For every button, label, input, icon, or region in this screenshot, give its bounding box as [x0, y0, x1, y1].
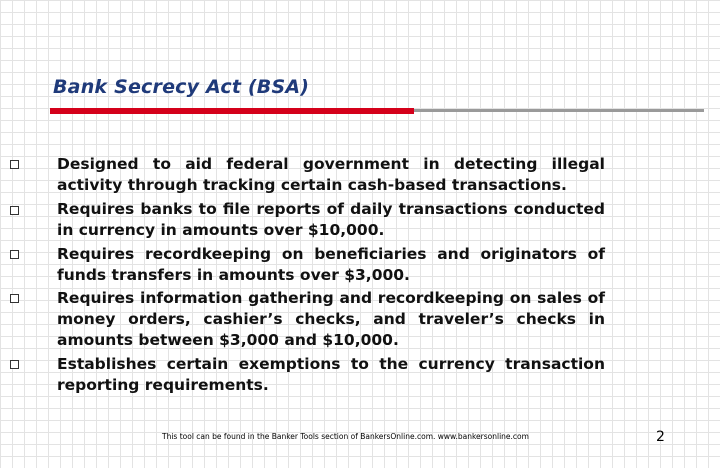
bullet-item: Establishes certain exemptions to the currency transaction reporting requirements.: [57, 355, 605, 394]
title-rule-gray: [414, 109, 704, 112]
page-number: 2: [656, 429, 665, 445]
title-rule-red: [50, 108, 414, 114]
bullet-item: Requires banks to file reports of daily transactions conducted in currency in amounts over $10,000.: [57, 200, 605, 239]
bullet-item: Requires recordkeeping on beneficiaries and originators of funds transfers in amounts over $3,000.: [57, 245, 605, 284]
bullet-item: Requires information gathering and recordkeeping on sales of money orders, cashier’s checks, and traveler’s checks in amounts between $3,000 and $10,000.: [57, 289, 605, 349]
bullet-box-icon: [10, 206, 19, 215]
slide-title: Bank Secrecy Act (BSA): [53, 76, 310, 98]
bullet-box-icon: [10, 360, 19, 369]
bullet-box-icon: [10, 160, 19, 169]
footer-text: This tool can be found in the Banker Tools section of BankersOnline.com. www.bankersonline.com: [162, 432, 529, 441]
bullet-item: Designed to aid federal government in detecting illegal activity through tracking certain cash-based transactions.: [57, 155, 605, 194]
bullet-box-icon: [10, 250, 19, 259]
bullet-box-icon: [10, 294, 19, 303]
